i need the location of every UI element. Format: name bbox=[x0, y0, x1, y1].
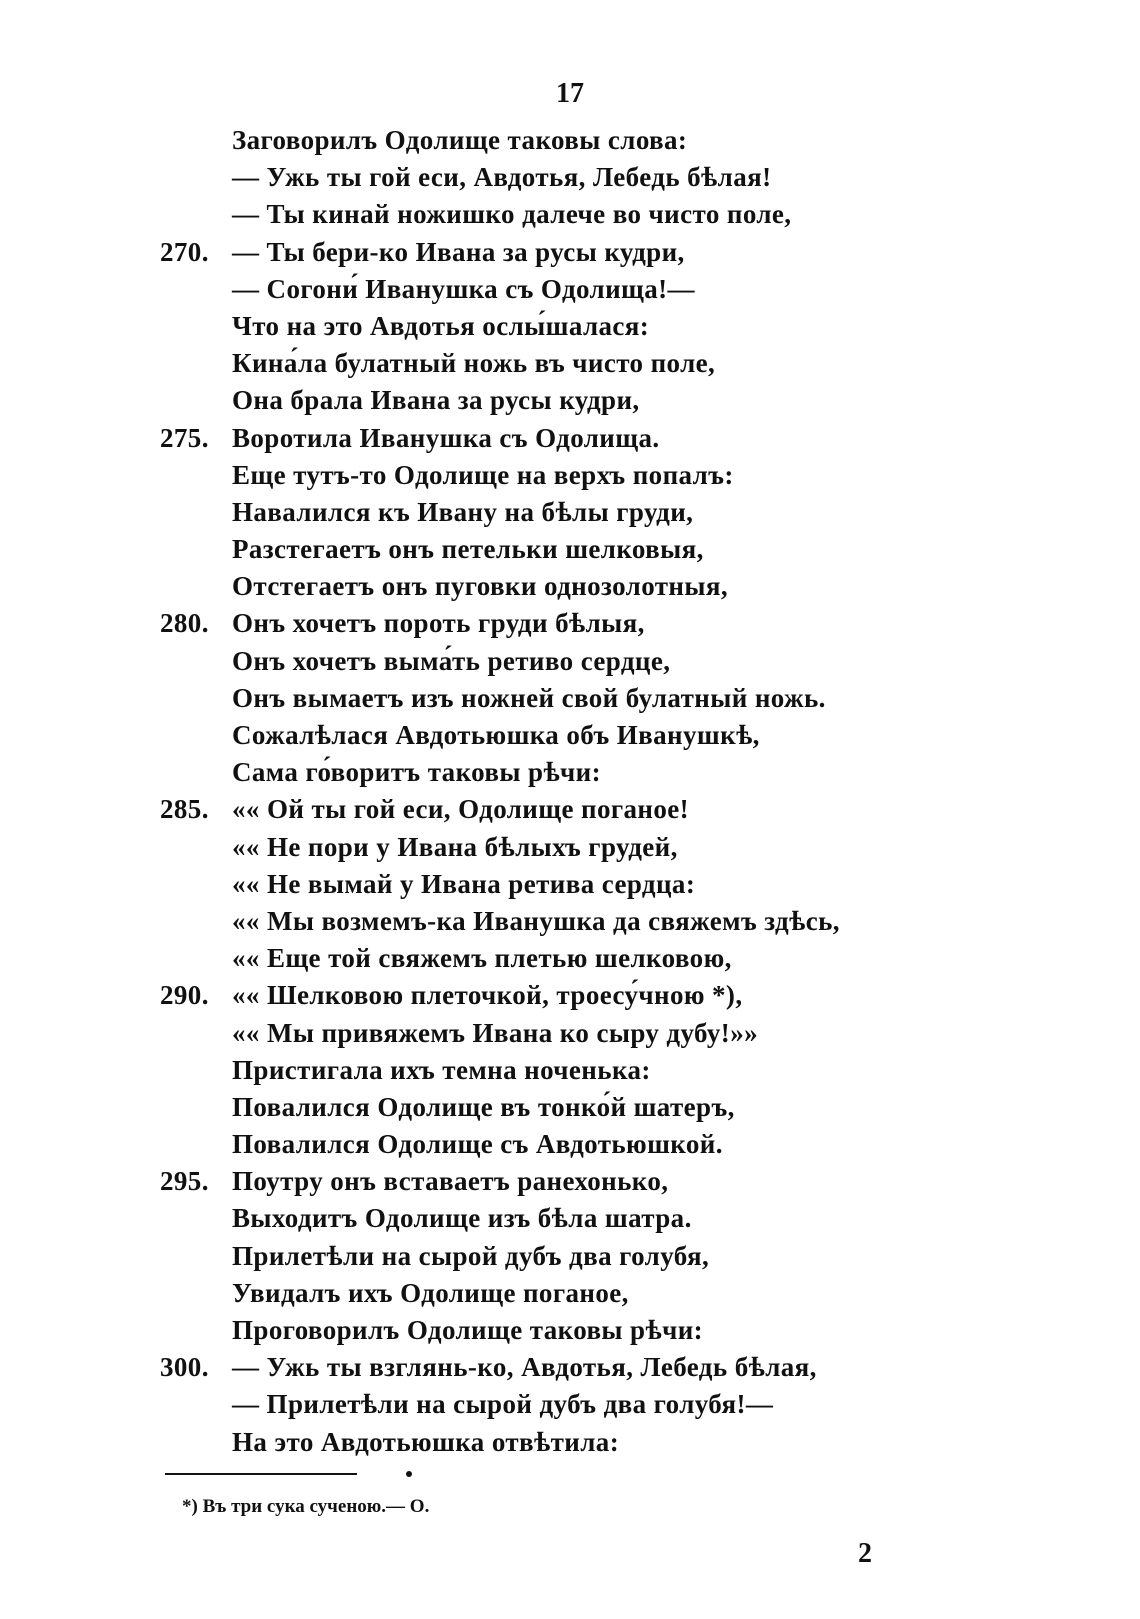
verse-text: — Согони́ Иванушка съ Одолища!— bbox=[232, 273, 695, 304]
verse-line bbox=[160, 1089, 1060, 1126]
verse-text: Кина́ла булатный ножь въ чисто поле, bbox=[232, 348, 716, 379]
verse-line bbox=[160, 159, 1060, 196]
verse-text: Повалился Одолище въ тонко́й шатеръ, bbox=[232, 1091, 735, 1122]
verse-line bbox=[160, 829, 1060, 866]
verse-text: Разстегаетъ онъ петельки шелковыя, bbox=[232, 534, 704, 565]
verse-line bbox=[160, 1386, 1060, 1423]
verse-line bbox=[160, 940, 1060, 977]
verse-text: Отстегаетъ онъ пуговки однозолотныя, bbox=[232, 571, 729, 602]
verse-line bbox=[160, 977, 1060, 1014]
verse-block bbox=[160, 122, 1060, 1461]
footnote: *) Въ три сука сученою.— О. bbox=[182, 1496, 430, 1517]
verse-text: Увидалъ ихъ Одолище поганое, bbox=[232, 1277, 629, 1308]
verse-number: 275. bbox=[160, 422, 209, 453]
verse-line bbox=[160, 382, 1060, 419]
verse-number: 285. bbox=[160, 794, 209, 825]
verse-line bbox=[160, 1052, 1060, 1089]
verse-text: «« Шелковою плеточкой, троесу́чною *), bbox=[232, 980, 743, 1011]
rule-dot bbox=[406, 1471, 412, 1477]
verse-text: Пристигала ихъ темна ноченька: bbox=[232, 1054, 651, 1085]
verse-text: «« Не вымай у Ивана ретива сердца: bbox=[232, 868, 696, 899]
verse-line bbox=[160, 1015, 1060, 1052]
verse-text: Онъ хочетъ выма́ть ретиво сердце, bbox=[232, 645, 671, 676]
verse-line bbox=[160, 122, 1060, 159]
verse-text: «« Мы привяжемъ Ивана ко сыру дубу!»» bbox=[232, 1017, 758, 1048]
verse-number: 295. bbox=[160, 1166, 209, 1197]
verse-text: — Ужь ты взглянь-ко, Авдотья, Лебедь бѣлая, bbox=[232, 1352, 817, 1383]
verse-line bbox=[160, 531, 1060, 568]
verse-text: «« Ой ты гой еси, Одолище поганое! bbox=[232, 794, 690, 825]
verse-line bbox=[160, 1312, 1060, 1349]
verse-line bbox=[160, 680, 1060, 717]
verse-text: «« Мы возмемъ-ка Иванушка да свяжемъ здѣсь, bbox=[232, 905, 840, 936]
verse-line bbox=[160, 791, 1060, 828]
verse-text: Проговорилъ Одолище таковы рѣчи: bbox=[232, 1315, 704, 1345]
verse-line bbox=[160, 457, 1060, 494]
verse-line bbox=[160, 717, 1060, 754]
verse-line bbox=[160, 1163, 1060, 1200]
verse-line bbox=[160, 271, 1060, 308]
verse-number: 280. bbox=[160, 608, 209, 639]
verse-text: Повалился Одолище съ Авдотьюшкой. bbox=[232, 1129, 723, 1160]
printer-signature: 2 bbox=[858, 1538, 872, 1569]
verse-text: Онъ вымаетъ изъ ножней свой булатный ножь. bbox=[232, 682, 826, 713]
verse-text: Воротила Иванушка съ Одолища. bbox=[232, 422, 660, 453]
verse-line bbox=[160, 196, 1060, 233]
verse-text: Сожалѣлася Авдотьюшка объ Иванушкѣ, bbox=[232, 720, 760, 750]
verse-line bbox=[160, 1424, 1060, 1461]
verse-line bbox=[160, 568, 1060, 605]
verse-text: Что на это Авдотья ослы́шалася: bbox=[232, 310, 650, 341]
verse-text: — Ужь ты гой еси, Авдотья, Лебедь бѣлая! bbox=[232, 162, 772, 193]
verse-text: Она брала Ивана за русы кудри, bbox=[232, 385, 640, 416]
verse-line bbox=[160, 643, 1060, 680]
verse-line bbox=[160, 308, 1060, 345]
page-number: 17 bbox=[556, 78, 584, 109]
verse-number: 290. bbox=[160, 980, 209, 1011]
verse-text: — Ты бери-ко Ивана за русы кудри, bbox=[232, 236, 685, 267]
verse-text: — Ты кинай ножишко далече во чисто поле, bbox=[232, 199, 792, 230]
verse-text: «« Еще той свяжемъ плетью шелковою, bbox=[232, 943, 732, 974]
verse-text: Навалился къ Ивану на бѣлы груди, bbox=[232, 496, 694, 527]
verse-text: Сама го́воритъ таковы рѣчи: bbox=[232, 757, 602, 788]
verse-line bbox=[160, 1349, 1060, 1386]
verse-line bbox=[160, 345, 1060, 382]
verse-line bbox=[160, 234, 1060, 271]
verse-line bbox=[160, 1126, 1060, 1163]
verse-line bbox=[160, 494, 1060, 531]
verse-text: Выходитъ Одолище изъ бѣла шатра. bbox=[232, 1203, 692, 1234]
verse-line bbox=[160, 1200, 1060, 1237]
verse-text: Еще тутъ-то Одолище на верхъ попалъ: bbox=[232, 459, 734, 490]
footnote-rule bbox=[165, 1473, 357, 1475]
verse-line bbox=[160, 1238, 1060, 1275]
verse-text: На это Авдотьюшка отвѣтила: bbox=[232, 1426, 620, 1457]
verse-text: Заговорилъ Одолище таковы слова: bbox=[232, 125, 688, 155]
verse-text: — Прилетѣли на сырой дубъ два голубя!— bbox=[232, 1389, 774, 1420]
verse-line bbox=[160, 1275, 1060, 1312]
verse-number: 270. bbox=[160, 236, 209, 267]
verse-line bbox=[160, 866, 1060, 903]
verse-number: 300. bbox=[160, 1352, 209, 1383]
verse-text: Онъ хочетъ пороть груди бѣлыя, bbox=[232, 608, 645, 639]
verse-line bbox=[160, 754, 1060, 791]
verse-line bbox=[160, 420, 1060, 457]
verse-text: Поутру онъ вставаетъ ранехонько, bbox=[232, 1166, 669, 1197]
verse-text: Прилетѣли на сырой дубъ два голубя, bbox=[232, 1240, 710, 1271]
verse-text: «« Не пори у Ивана бѣлыхъ грудей, bbox=[232, 831, 678, 862]
verse-line bbox=[160, 903, 1060, 940]
verse-line bbox=[160, 605, 1060, 642]
